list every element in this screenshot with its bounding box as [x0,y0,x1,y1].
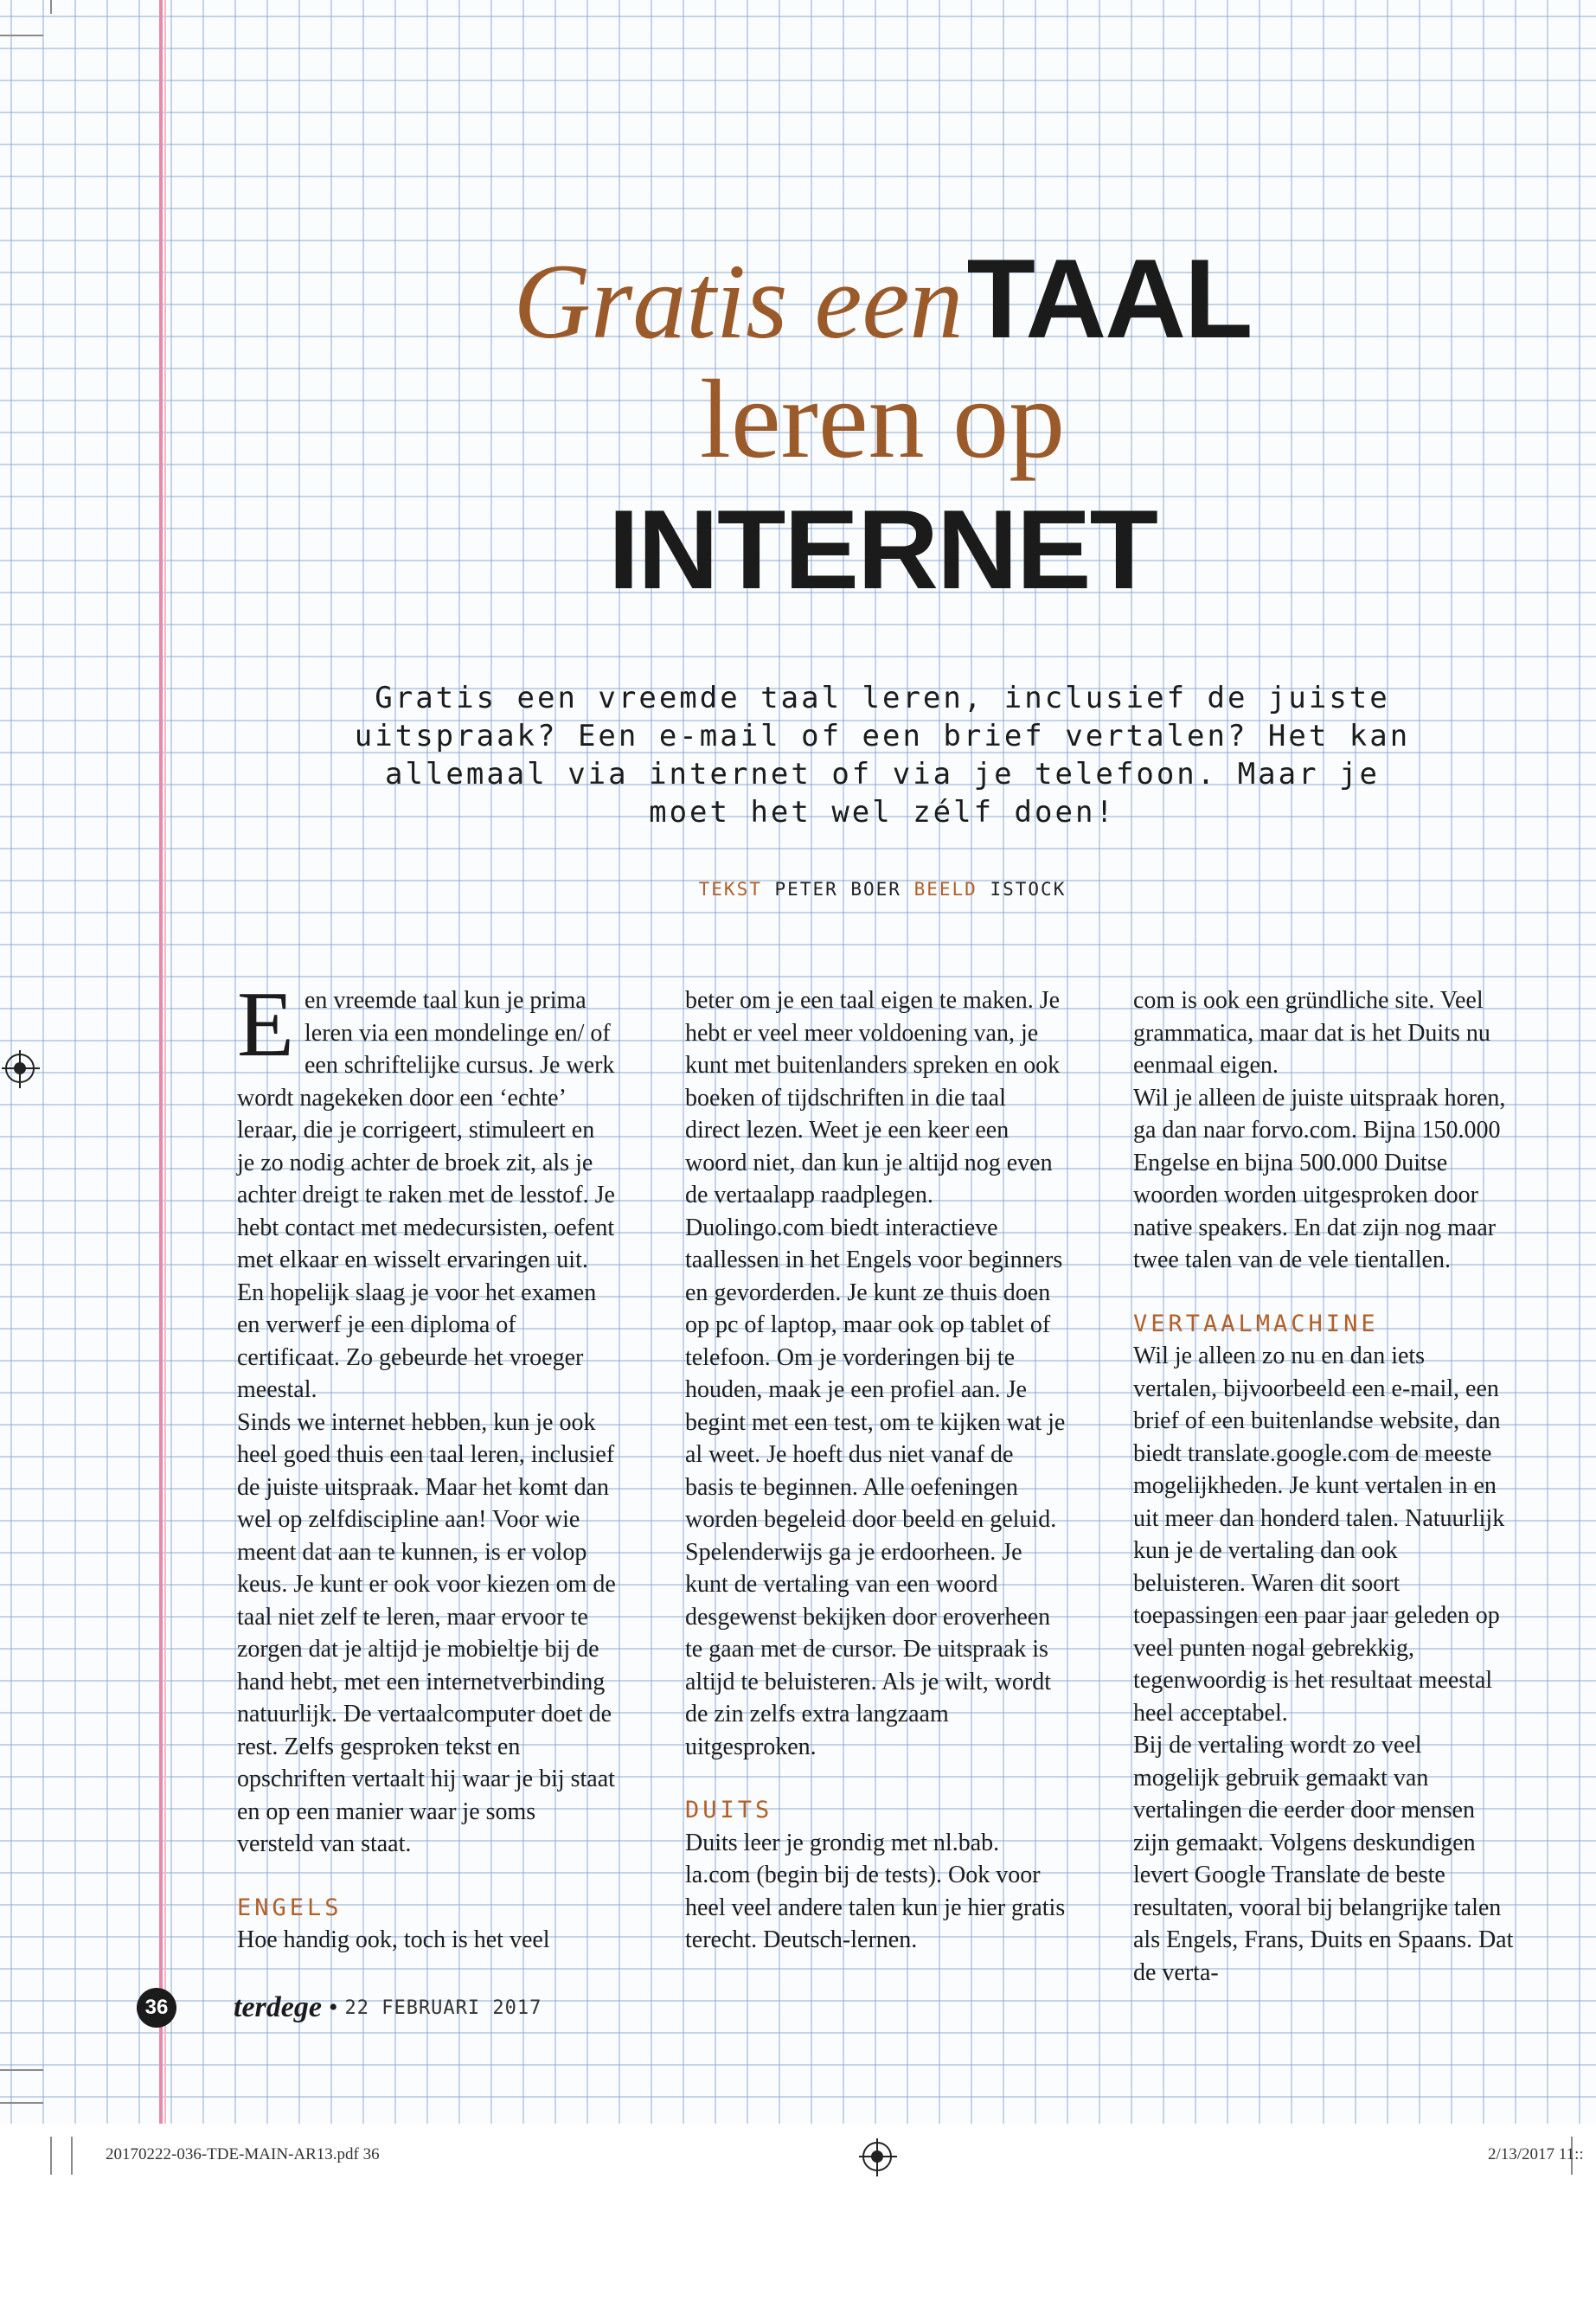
body-paragraph: Wil je alleen de juiste uitspraak horen, ga dan naar forvo.com. Bijna 150.000 Engelse en bijna 500.000 Duitse woorden worden uitgesproken door native speakers. En dat zijn nog maar twee talen van de vele tientallen. [1133,1084,1506,1273]
magazine-logo: terdege [234,1991,322,2023]
intro-paragraph: Gratis een vreemde taal leren, inclusief de juiste uitspraak? Een e-mail of een brief vertalen? Het kan allemaal via internet of via je telefoon. Maar je moet het wel zélf doen! [354,681,1411,830]
crop-mark [50,0,52,14]
notebook-margin-line [159,0,163,2128]
crop-mark [0,35,43,36]
headline-taal: TAAL [966,235,1252,362]
headline-gratis-een: Gratis een [513,242,964,361]
body-paragraph: com is ook een gründliche site. Veel grammatica, maar dat is het Duits nu eenmaal eigen. [1133,987,1490,1079]
crop-mark [50,2137,52,2175]
footer-separator: • [328,1993,338,2022]
body-paragraph: Duits leer je grondig met nl.bab. la.com (begin bij de tests). Ook voor heel veel andere talen kun je hier gratis terecht. Deutsch-lernen. [685,1829,1066,1953]
print-slug-timestamp: 2/13/2017 11:: [1488,2145,1584,2163]
issue-date: 22 FEBRUARI 2017 [344,1997,542,2019]
page-number: 36 [137,1988,176,2028]
article-column-2 [685,984,1066,1957]
body-paragraph: beter om je een taal eigen te maken. Je hebt er veel meer voldoening van, je kunt met buitenlanders spreken en ook boeken of tijdschriften in die taal direct lezen. Weet je een keer een woord niet, dan kun je altijd nog even de vertaalapp raadplegen. Duolingo.com biedt interactieve taallessen in het Engels voor beginners en gevorderden. Je kunt ze thuis doen op pc of laptop, maar ook op tablet of telefoon. Om je vorderingen bij te houden, maak je een profiel aan. Je begint met een test, om te kijken wat je al weet. Je hoeft dus niet vanaf de basis te beginnen. Alle oefeningen worden begeleid door beeld en geluid. Spelenderwijs ga je erdoorheen. Je kunt de vertaling van een woord desgewenst bekijken door eroverheen te gaan met de cursor. De uitspraak is altijd te beluisteren. Als je wilt, wordt de zin zelfs extra langzaam uitgesproken. [685,987,1066,1760]
print-slug-filename: 20170222-036-TDE-MAIN-AR13.pdf 36 [106,2145,380,2163]
headline-internet: INTERNET [608,486,1157,612]
crop-mark [71,2137,73,2175]
body-paragraph: Wil je alleen zo nu en dan iets vertalen, bijvoorbeeld een e-mail, een brief of een buitenlandse website, dan biedt translate.google.com de meeste mogelijkheden. Je kunt vertalen in en uit meer dan honderd talen. Natuurlijk kun je de vertaling dan ook beluisteren. Waren dit soort toepassingen een paar jaar geleden op veel punten nogal gebrekkig, tegenwoordig is het resultaat meestal heel acceptabel. [1133,1343,1505,1727]
drop-cap: E [237,973,294,1076]
crop-mark [0,2069,43,2071]
byline-image-label: BEELD [913,879,977,900]
crop-mark [0,2102,43,2104]
byline [346,879,1419,900]
body-paragraph: Sinds we internet hebben, kun je ook heel goed thuis een taal leren, inclusief de juiste uitspraak. Maar het komt dan wel op zelfdiscipline aan! Voor wie meent dat aan te kunnen, is er volop keus. Je kunt er ook voor kiezen om de taal niet zelf te leren, maar ervoor te zorgen dat je altijd je mobieltje bij de hand hebt, met een internetverbinding natuurlijk. De vertaalcomputer doet de rest. Zelfs gesproken tekst en opschriften vertaalt hij waar je bij staat en op een manier waar je soms versteld van staat. [237,1408,616,1857]
registration-mark-icon [862,2142,892,2171]
registration-mark-icon [5,1054,35,1083]
byline-author: PETER BOER [774,879,901,900]
notebook-margin-line-secondary [164,0,166,2128]
body-paragraph: Hoe handig ook, toch is het veel [237,1926,550,1953]
subheading-duits: DUITS [685,1797,773,1823]
headline-leren-op: leren op [699,357,1066,482]
byline-image-source: ISTOCK [990,879,1067,900]
article-column-1 [237,973,618,1957]
body-paragraph: en vreemde taal kun je prima leren via een mondelinge en/ of een schriftelijke cursus. Je werk wordt nagekeken door een ‘echte’ leraar, die je corrigeert, stimuleert en je zo nodig achter de broek zit, als je achter dreigt te raken met de lesstof. Je hebt contact met medecursisten, oefent met elkaar en wisselt ervaringen uit. En hopelijk slaag je voor het examen en verwerf je een diploma of certificaat. Zo gebeurde het vroeger meestal. [237,987,615,1403]
article-column-3 [1133,984,1514,1989]
subheading-engels: ENGELS [237,1894,343,1921]
page-footer [137,1986,542,2029]
byline-text-label: TEKST [698,879,762,900]
body-paragraph: Bij de vertaling wordt zo veel mogelijk gebruik gemaakt van vertalingen die eerder door mensen zijn gemaakt. Volgens deskundigen levert Google Translate de beste resultaten, vooral bij belangrijke talen als Engels, Frans, Duits en Spaans. Dat de verta- [1133,1732,1514,1986]
subheading-vertaalmachine: VERTAALMACHINE [1133,1310,1379,1337]
